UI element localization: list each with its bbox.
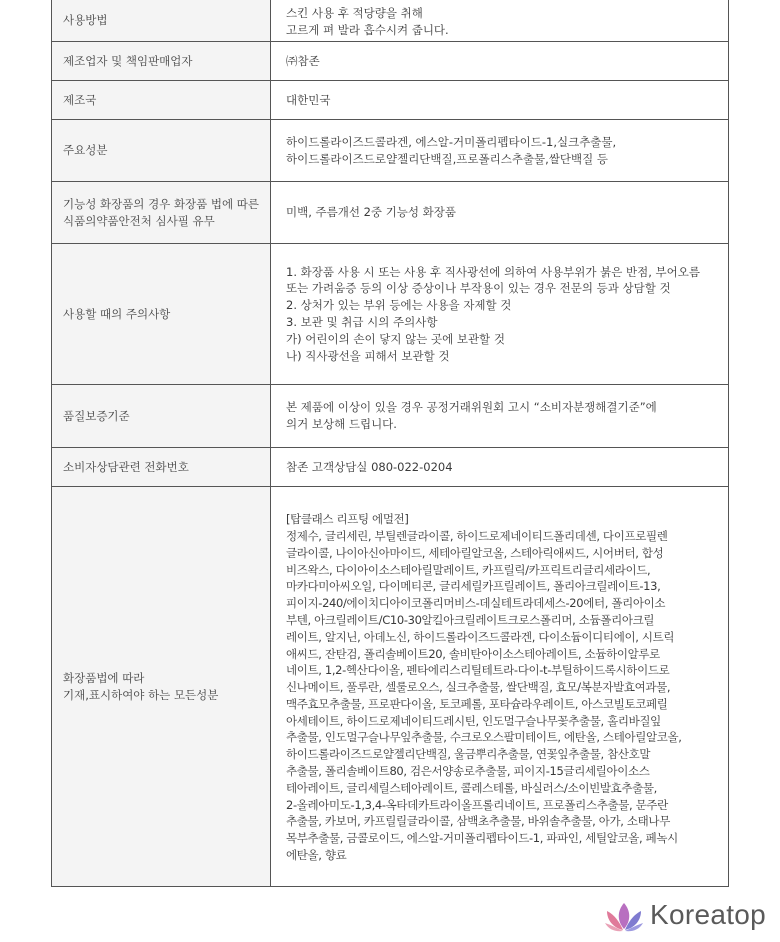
row-value-line: 하이드롤라이즈드로얄젤리단백질,프로폴리스추출물,쌀단백질 등 — [286, 151, 609, 166]
row-label-line: 품질보증기준 — [63, 408, 130, 423]
row-value-line: 추출물, 폴리솔베이트80, 검은서양송로추출물, 피이지-15글리세릴아이소스 — [286, 764, 650, 779]
lotus-icon — [603, 901, 645, 935]
row-value-line: 피이지-240/에이치디아이코폴리머비스-데실테트라데세스-20에터, 폴리아이소 — [286, 596, 666, 611]
info-row — [52, 81, 729, 120]
row-value-line: 비즈왁스, 다이아이소스테아릴말레이트, 카프릴릭/카프릭트리글리세라이드, — [286, 562, 651, 577]
row-value-line: 스킨 사용 후 적당량을 취해 — [286, 5, 423, 20]
row-value-line: 네이트, 1,2-헥산다이올, 펜타에리스리틸테트라-다이-t-부틸하이드록시하이드로 — [286, 663, 670, 678]
row-value-line: 맥주효모추출물, 프로판다이올, 토코페롤, 포타슘라우레이트, 아스코빌토코페릴 — [286, 696, 668, 711]
row-value — [271, 487, 729, 887]
row-value — [271, 81, 729, 120]
row-value — [271, 244, 729, 385]
row-value-line: 신나메이트, 풀루란, 셀룰로오스, 실크추출물, 쌀단백질, 효모/복분자발효여과물, — [286, 680, 671, 695]
row-label — [52, 81, 271, 120]
row-value-line: [탑클래스 리프팅 에멀전] — [286, 512, 409, 527]
row-label-line: 기재,표시하여야 하는 모든성분 — [63, 687, 219, 702]
row-value-line: 2. 상처가 있는 부위 등에는 사용을 자제할 것 — [286, 298, 512, 313]
koreatop-logo — [603, 898, 773, 938]
row-value-line: 고르게 펴 발라 흡수시켜 줍니다. — [286, 22, 449, 37]
row-value-line: 애씨드, 잔탄검, 폴리솔베이트20, 솔비탄아이소스테아레이트, 소듐하이알루로 — [286, 646, 660, 661]
row-label — [52, 385, 271, 448]
row-label-line: 기능성 화장품의 경우 화장품 법에 따른 — [63, 196, 260, 211]
row-value-line: 나) 직사광선을 피해서 보관할 것 — [286, 348, 450, 363]
row-value-line: 또는 가려움증 등의 이상 증상이나 부작용이 있는 경우 전문의 등과 상담할 것 — [286, 281, 671, 296]
row-label — [52, 182, 271, 244]
row-value-line: 대한민국 — [286, 92, 331, 107]
row-value-line: 미백, 주름개선 2중 기능성 화장품 — [286, 205, 457, 220]
row-value — [271, 385, 729, 448]
row-value-line: 레이트, 알지닌, 아데노신, 하이드롤라이즈드콜라겐, 다이소듐이디티에이, 시트릭 — [286, 629, 675, 644]
row-value-line: 하이드롤라이즈드콜라겐, 에스알-거미폴리펩타이드-1,실크추출물, — [286, 134, 617, 149]
row-value-line: 3. 보관 및 취급 시의 주의사항 — [286, 315, 438, 329]
row-label — [52, 0, 271, 42]
row-value-line: 에탄올, 향료 — [286, 848, 347, 863]
info-row — [52, 0, 729, 42]
info-row — [52, 120, 729, 182]
row-label-line: 제조국 — [63, 92, 97, 107]
row-label — [52, 120, 271, 182]
row-value-line: 의거 보상해 드립니다. — [286, 417, 397, 431]
row-value-line: 정제수, 글리세린, 부틸렌글라이콜, 하이드로제네이티드폴리데센, 다이프로필렌 — [286, 528, 668, 543]
logo-wordmark: Koreatop — [650, 899, 767, 930]
row-label — [52, 244, 271, 385]
row-label-line: 사용할 때의 주의사항 — [63, 306, 171, 321]
row-value-line: 목부추출물, 금콜로이드, 에스알-거미폴리펩타이드-1, 파파인, 세틸알코올, 페녹시 — [286, 831, 678, 846]
row-label-line: 제조업자 및 책임판매업자 — [63, 53, 193, 68]
row-value-line: 본 제품에 이상이 있을 경우 공정거래위원회 고시 “소비자분쟁해결기준”에 — [286, 400, 657, 415]
row-value — [271, 120, 729, 182]
info-row — [52, 42, 729, 81]
row-value-line: 글라이콜, 나이아신아마이드, 세테아릴알코올, 스테아릭애씨드, 시어버터, 합성 — [286, 545, 664, 560]
row-value-line: 추출물, 인도멀구슬나무잎추출물, 수크로오스팔미테이트, 에탄올, 스테아릴알코올, — [286, 730, 682, 745]
row-value-line: 추출물, 카보머, 카프릴릴글라이콜, 삼백초추출물, 바위솔추출물, 아가, 소태나무 — [286, 814, 670, 829]
row-label-line: 사용방법 — [63, 13, 108, 28]
row-value-line: 1. 화장품 사용 시 또는 사용 후 직사광선에 의하여 사용부위가 붉은 반점, 부어오름 — [286, 264, 700, 279]
row-value-line: ㈜참존 — [286, 53, 320, 68]
row-value — [271, 42, 729, 81]
row-value-line: 가) 어린이의 손이 닿지 않는 곳에 보관할 것 — [286, 331, 505, 346]
row-label-line: 주요성분 — [63, 143, 108, 158]
row-label-line: 화장품법에 따라 — [63, 670, 145, 685]
row-value-line: 하이드롤라이즈드로얄젤리단백질, 울금뿌리추출물, 연꽃잎추출물, 참산호말 — [286, 747, 651, 762]
row-label-line: 소비자상담관련 전화번호 — [63, 459, 189, 474]
row-label — [52, 487, 271, 887]
row-value-line: 아세테이트, 하이드로제네이티드레시틴, 인도멀구슬나무꽃추출물, 홀리바질잎 — [286, 713, 661, 728]
row-label — [52, 42, 271, 81]
row-value-line: 참존 고객상담실 080-022-0204 — [286, 459, 453, 474]
info-row — [52, 244, 729, 385]
row-value-line: 2-올레아미도-1,3,4-옥타데카트라이올프롤리네이트, 프로폴리스추출물, 문주란 — [286, 797, 668, 812]
row-value-line: 테아레이트, 글리세릴스테아레이트, 콜레스테롤, 바실러스/소이빈발효추출물, — [286, 780, 657, 795]
row-value — [271, 448, 729, 487]
info-row — [52, 385, 729, 448]
info-row — [52, 182, 729, 244]
row-value — [271, 0, 729, 42]
info-row — [52, 448, 729, 487]
info-row — [52, 487, 729, 887]
row-label — [52, 448, 271, 487]
product-info-table — [51, 0, 729, 887]
row-value-line: 마카다미아씨오일, 다이메티콘, 글리세릴카프릴레이트, 폴리아크릴레이트-13, — [286, 579, 661, 594]
row-label-line: 식품의약품안전처 심사필 유무 — [63, 213, 215, 228]
row-value-line: 부텐, 아크릴레이트/C10-30알킬아크릴레이트크로스폴리머, 소듐폴리아크릴 — [286, 612, 655, 627]
row-value — [271, 182, 729, 244]
